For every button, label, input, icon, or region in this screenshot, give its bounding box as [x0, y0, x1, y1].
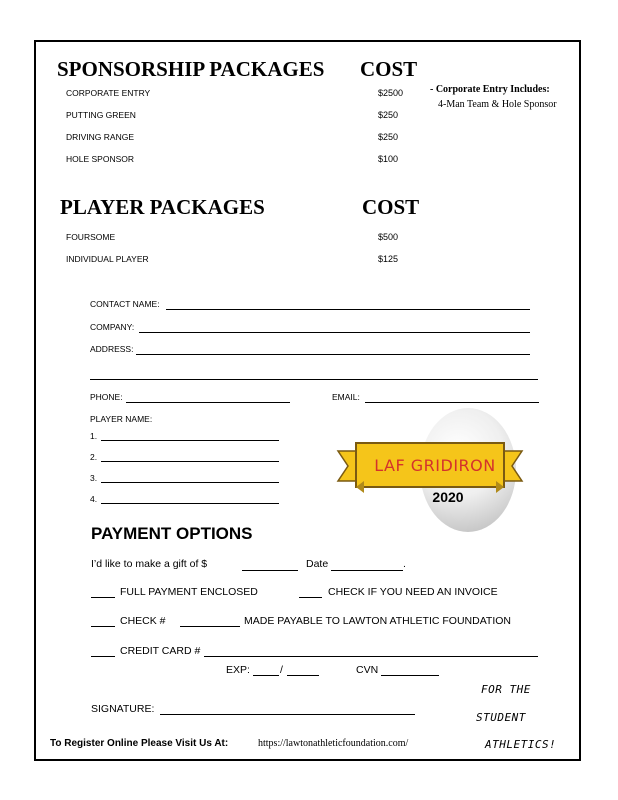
signature-line[interactable]	[160, 714, 415, 715]
phone-line[interactable]	[126, 402, 290, 403]
player-item-individual: INDIVIDUAL PLAYER	[66, 254, 149, 264]
player-price-foursome: $500	[378, 232, 399, 242]
logo-year: 2020	[432, 489, 464, 505]
sponsorship-item-hole: HOLE SPONSOR	[66, 154, 135, 164]
check-select-line[interactable]	[91, 626, 115, 627]
invoice-check-line[interactable]	[299, 597, 322, 598]
contact-name-line[interactable]	[166, 309, 530, 310]
gift-date-label: Date	[306, 558, 329, 570]
hand-note-line-2: STUDENT	[476, 711, 526, 724]
address-label: ADDRESS:	[90, 344, 134, 354]
email-label: EMAIL:	[332, 392, 360, 402]
player-name-label: PLAYER NAME:	[90, 414, 153, 424]
payment-title: PAYMENT OPTIONS	[91, 524, 253, 543]
player-4-line[interactable]	[101, 503, 279, 504]
phone-label: PHONE:	[90, 392, 123, 402]
credit-card-select-line[interactable]	[91, 656, 115, 657]
sponsorship-item-corporate: CORPORATE ENTRY	[66, 88, 151, 98]
player-1-line[interactable]	[101, 440, 279, 441]
check-number-line[interactable]	[180, 626, 240, 627]
sponsorship-price-putting: $250	[378, 110, 399, 120]
gift-prefix: I’d like to make a gift of $	[91, 558, 208, 570]
exp-label: EXP:	[226, 664, 250, 676]
check-number-label: CHECK #	[120, 615, 166, 627]
sponsorship-cost-header: COST	[360, 57, 418, 81]
exp-month-line[interactable]	[253, 675, 279, 676]
hand-note-line-1: FOR THE	[481, 683, 531, 696]
player-cost-header: COST	[362, 195, 420, 219]
signature-label: SIGNATURE:	[91, 703, 155, 715]
company-line[interactable]	[139, 332, 530, 333]
email-line[interactable]	[365, 402, 539, 403]
invoice-label: CHECK IF YOU NEED AN INVOICE	[328, 586, 498, 598]
credit-card-label: CREDIT CARD #	[120, 645, 201, 657]
player-4-label: 4.	[90, 494, 98, 504]
cvn-line[interactable]	[381, 675, 439, 676]
logo-text: LAF GRIDIRON	[374, 456, 496, 475]
contact-name-label: CONTACT NAME:	[90, 299, 160, 309]
sponsorship-item-driving: DRIVING RANGE	[66, 132, 135, 142]
payable-label: MADE PAYABLE TO LAWTON ATHLETIC FOUNDATION	[244, 615, 512, 627]
register-label: To Register Online Please Visit Us At:	[50, 738, 229, 749]
corporate-note-body: 4-Man Team & Hole Sponsor	[438, 99, 557, 110]
player-1-label: 1.	[90, 431, 98, 441]
company-label: COMPANY:	[90, 322, 135, 332]
gift-period: .	[403, 558, 406, 570]
gift-amount-line[interactable]	[242, 570, 298, 571]
address-line[interactable]	[136, 354, 530, 355]
gift-date-line[interactable]	[331, 570, 403, 571]
full-payment-label: FULL PAYMENT ENCLOSED	[120, 586, 258, 598]
sponsorship-price-hole: $100	[378, 154, 399, 164]
sponsorship-price-driving: $250	[378, 132, 399, 142]
exp-separator: /	[280, 664, 283, 676]
corporate-note-title: - Corporate Entry Includes:	[430, 84, 550, 95]
hand-note-line-3: ATHLETICS!	[485, 738, 557, 751]
player-3-label: 3.	[90, 473, 98, 483]
player-item-foursome: FOURSOME	[66, 232, 116, 242]
full-payment-check-line[interactable]	[91, 597, 115, 598]
exp-year-line[interactable]	[287, 675, 319, 676]
cvn-label: CVN	[356, 664, 379, 676]
player-2-label: 2.	[90, 452, 98, 462]
player-price-individual: $125	[378, 254, 399, 264]
address-line-2[interactable]	[90, 379, 538, 380]
player-3-line[interactable]	[101, 482, 279, 483]
register-url[interactable]: https://lawtonathleticfoundation.com/	[258, 738, 409, 749]
sponsorship-item-putting: PUTTING GREEN	[66, 110, 136, 120]
player-2-line[interactable]	[101, 461, 279, 462]
credit-card-line[interactable]	[204, 656, 538, 657]
sponsorship-title: SPONSORSHIP PACKAGES	[57, 57, 325, 81]
sponsorship-price-corporate: $2500	[378, 88, 404, 98]
player-title: PLAYER PACKAGES	[60, 195, 265, 219]
